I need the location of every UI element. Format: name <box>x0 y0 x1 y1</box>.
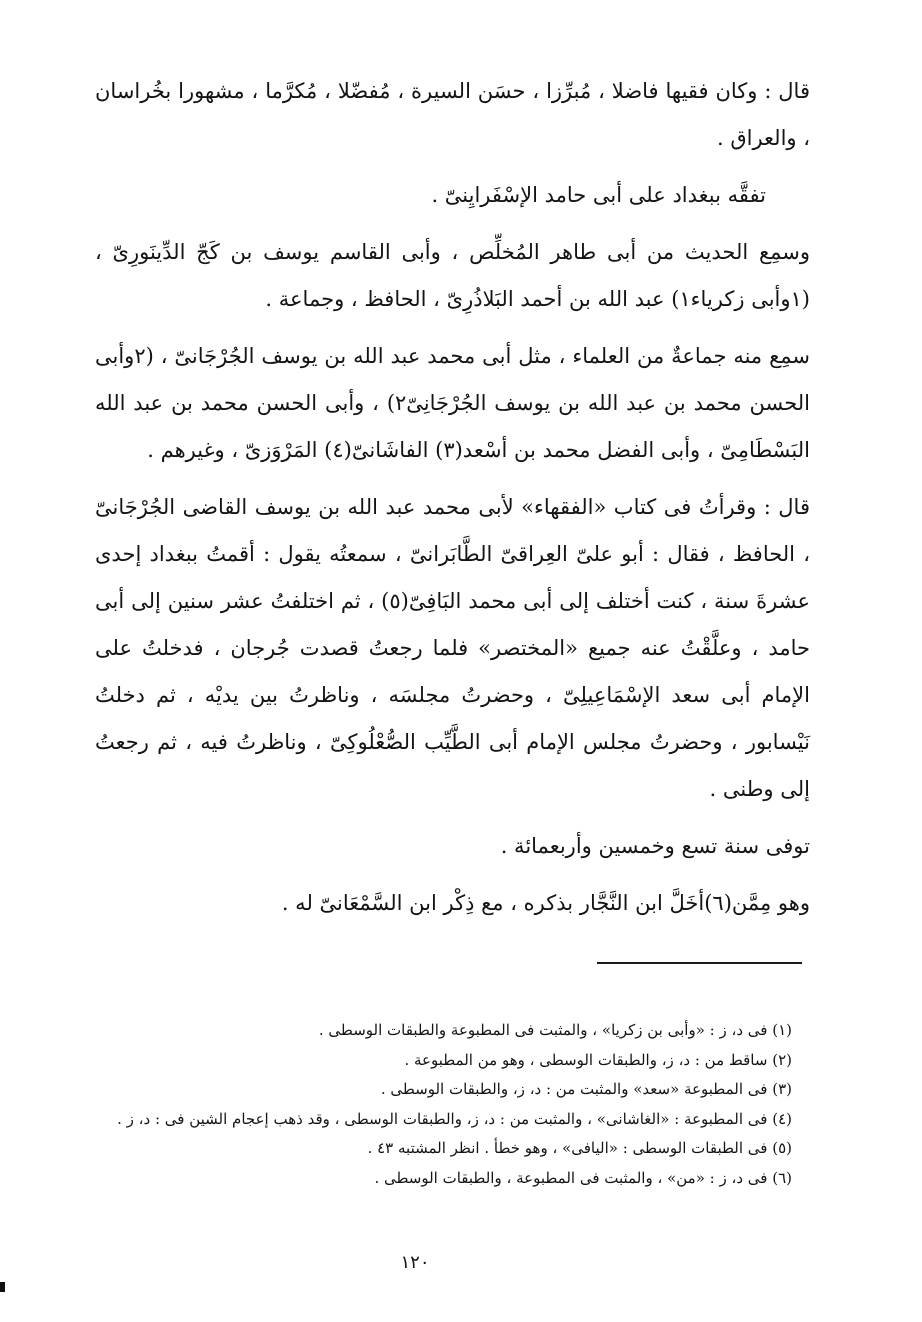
paragraph-1: قال : وكان فقيها فاضلا ، مُبرِّزا ، حسَن السيرة ، مُفضّلا ، مُكرَّما ، مشهورا بخُراسان ، والعراق . <box>95 79 810 150</box>
main-text <box>95 68 810 927</box>
footnotes <box>90 1016 792 1193</box>
footnote-3: (٣) فى المطبوعة «سعد» والمثبت من : د، ز، والطبقات الوسطى . <box>380 1080 792 1098</box>
scan-edge-mark <box>0 1282 5 1292</box>
page-number: ١٢٠ <box>400 1252 430 1273</box>
footnote-separator <box>597 962 802 964</box>
paragraph-5: قال : وقرأتُ فى كتاب «الفقهاء» لأبى محمد عبد الله بن يوسف القاضى الجُرْجَانىّ ، الحافظ ، فقال : أبو علىّ العِراقىّ الطَّابَرانىّ ، سمعتُه يقول : أقمتُ ببغداد إحدى عشرةَ سنة ، كنت أختلف إلى أبى محمد البَافِىّ(٥) ، ثم اختلفتُ عشر سنين إلى أبى حامد ، وعلَّقْتُ عنه جميع «المختصر» فلما رجعتُ قصدت جُرجان ، فدخلتُ على الإمام أبى سعد الإسْمَاعِيلِىّ ، وحضرتُ مجلسَه ، وناظرتُ بين يديْه ، ثم دخلتُ نَيْسابور ، وحضرتُ مجلس الإمام أبى الطَّيِّب الصُّعْلُوكِىّ ، وناظرتُ فيه ، ثم رجعتُ إلى وطنى . <box>95 495 810 801</box>
footnote-2: (٢) ساقط من : د، ز، والطبقات الوسطى ، وهو من المطبوعة . <box>404 1050 792 1069</box>
paragraph-3: وسمِع الحديث من أبى طاهر المُخلِّص ، وأبى القاسم يوسف بن كَجّ الدِّينَورِىّ ، (١وأبى زكرياء١) عبد الله بن أحمد البَلاذُرِىّ ، الحافظ ، وجماعة . <box>95 240 810 311</box>
paragraph-2: تفقَّه ببغداد على أبى حامد الإسْفَرايِنىّ . <box>431 183 766 207</box>
paragraph-4: سمِع منه جماعةٌ من العلماء ، مثل أبى محمد عبد الله بن يوسف الجُرْجَانىّ ، (٢وأبى الحسن محمد بن عبد الله بن يوسف الجُرْجَانِىّ٢) ، وأبى الحسن محمد بن عبد الله البَسْطَامِىّ ، وأبى الفضل محمد بن أسْعد(٣) الفاشَانىّ(٤) المَرْوَزىّ ، وغيرهم . <box>95 344 810 462</box>
paragraph-6: توفى سنة تسع وخمسين وأربعمائة . <box>500 834 810 858</box>
footnote-6: (٦) فى د، ز : «من» ، والمثبت فى المطبوعة ، والطبقات الوسطى . <box>374 1168 792 1187</box>
footnote-5: (٥) فى الطبقات الوسطى : «اليافى» ، وهو خطأ . انظر المشتبه ٤٣ . <box>367 1139 792 1157</box>
paragraph-7: وهو مِمَّن(٦)أخَلَّ ابن النَّجَّار بذكره ، مع ذِكْر ابن السَّمْعَانىّ له . <box>281 891 810 915</box>
footnote-4: (٤) فى المطبوعة : «الغاشانى» ، والمثبت من : د، ز، والطبقات الوسطى ، وقد ذهب إعجام الشين فى : د، ز . <box>117 1109 792 1128</box>
footnote-1: (١) فى د، ز : «وأبى بن زكريا» ، والمثبت فى المطبوعة والطبقات الوسطى . <box>318 1021 792 1039</box>
